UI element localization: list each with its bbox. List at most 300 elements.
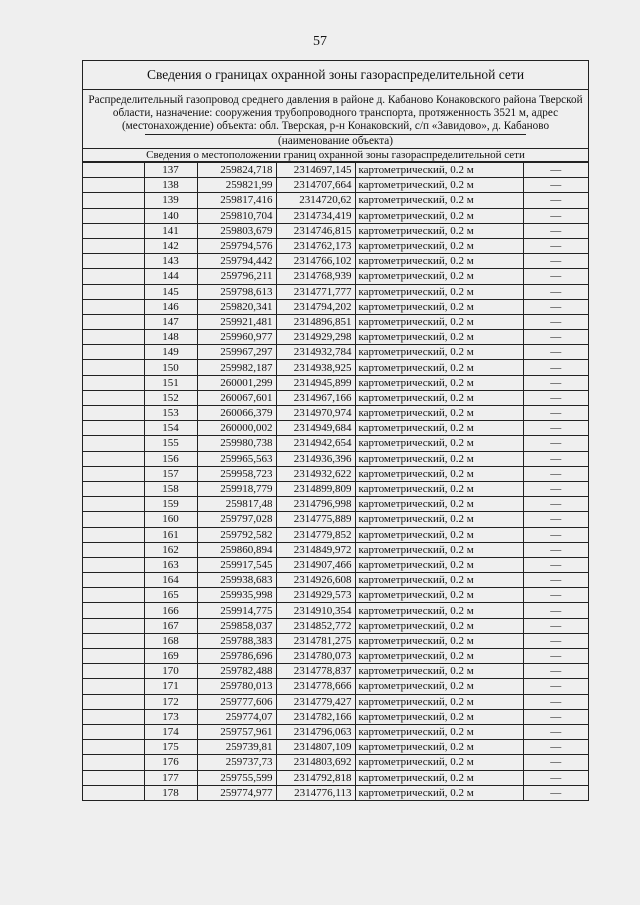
table-row [83, 633, 588, 648]
coordinate-y-cell: 2314697,145 [276, 163, 355, 178]
table-row [83, 481, 588, 496]
point-number-cell: 162 [144, 542, 197, 557]
point-number-cell: 166 [144, 603, 197, 618]
row-spacer-cell [83, 451, 144, 466]
coordinate-y-cell: 2314970,974 [276, 406, 355, 421]
note-cell: — [523, 527, 588, 542]
note-cell: — [523, 360, 588, 375]
coordinate-x-cell: 259917,545 [197, 557, 276, 572]
method-cell: картометрический, 0.2 м [355, 360, 523, 375]
row-spacer-cell [83, 193, 144, 208]
coordinate-y-cell: 2314929,298 [276, 330, 355, 345]
method-cell: картометрический, 0.2 м [355, 223, 523, 238]
coordinate-x-cell: 259935,998 [197, 588, 276, 603]
row-spacer-cell [83, 694, 144, 709]
row-spacer-cell [83, 740, 144, 755]
coordinate-y-cell: 2314907,466 [276, 557, 355, 572]
coordinates-table [83, 162, 588, 800]
coordinate-y-cell: 2314942,654 [276, 436, 355, 451]
coordinate-x-cell: 259794,442 [197, 254, 276, 269]
coordinate-x-cell: 259824,718 [197, 163, 276, 178]
table-row [83, 360, 588, 375]
note-cell: — [523, 557, 588, 572]
point-number-cell: 138 [144, 178, 197, 193]
method-cell: картометрический, 0.2 м [355, 679, 523, 694]
coordinate-y-cell: 2314794,202 [276, 299, 355, 314]
note-cell: — [523, 466, 588, 481]
method-cell: картометрический, 0.2 м [355, 208, 523, 223]
point-number-cell: 154 [144, 421, 197, 436]
form-title: Сведения о границах охранной зоны газораспределительной сети [83, 61, 588, 90]
coordinate-y-cell: 2314782,166 [276, 709, 355, 724]
page-number: 57 [313, 34, 327, 49]
row-spacer-cell [83, 785, 144, 800]
table-row [83, 557, 588, 572]
table-row [83, 223, 588, 238]
note-cell: — [523, 163, 588, 178]
note-cell: — [523, 694, 588, 709]
note-cell: — [523, 618, 588, 633]
table-row [83, 497, 588, 512]
method-cell: картометрический, 0.2 м [355, 390, 523, 405]
point-number-cell: 167 [144, 618, 197, 633]
coordinate-y-cell: 2314796,063 [276, 724, 355, 739]
coordinate-y-cell: 2314768,939 [276, 269, 355, 284]
table-row [83, 436, 588, 451]
point-number-cell: 173 [144, 709, 197, 724]
point-number-cell: 174 [144, 724, 197, 739]
method-cell: картометрический, 0.2 м [355, 254, 523, 269]
method-cell: картометрический, 0.2 м [355, 588, 523, 603]
method-cell: картометрический, 0.2 м [355, 269, 523, 284]
row-spacer-cell [83, 406, 144, 421]
coordinate-y-cell: 2314778,837 [276, 664, 355, 679]
coordinate-y-cell: 2314949,684 [276, 421, 355, 436]
coordinate-y-cell: 2314945,899 [276, 375, 355, 390]
coordinate-x-cell: 260000,002 [197, 421, 276, 436]
coordinate-y-cell: 2314762,173 [276, 238, 355, 253]
note-cell: — [523, 406, 588, 421]
method-cell: картометрический, 0.2 м [355, 421, 523, 436]
row-spacer-cell [83, 709, 144, 724]
table-row [83, 163, 588, 178]
coordinate-y-cell: 2314929,573 [276, 588, 355, 603]
table-row [83, 724, 588, 739]
row-spacer-cell [83, 603, 144, 618]
coordinate-y-cell: 2314967,166 [276, 390, 355, 405]
note-cell: — [523, 451, 588, 466]
note-cell: — [523, 345, 588, 360]
coordinate-x-cell: 259980,738 [197, 436, 276, 451]
coordinate-x-cell: 259780,013 [197, 679, 276, 694]
table-row [83, 603, 588, 618]
row-spacer-cell [83, 557, 144, 572]
method-cell: картометрический, 0.2 м [355, 314, 523, 329]
table-row [83, 709, 588, 724]
coordinate-x-cell: 259797,028 [197, 512, 276, 527]
note-cell: — [523, 512, 588, 527]
coordinates-table-body [83, 163, 588, 801]
point-number-cell: 168 [144, 633, 197, 648]
table-row [83, 330, 588, 345]
coordinate-y-cell: 2314778,666 [276, 679, 355, 694]
method-cell: картометрический, 0.2 м [355, 527, 523, 542]
method-cell: картометрический, 0.2 м [355, 694, 523, 709]
note-cell: — [523, 208, 588, 223]
note-cell: — [523, 573, 588, 588]
note-cell: — [523, 542, 588, 557]
coordinate-x-cell: 259858,037 [197, 618, 276, 633]
object-block [83, 90, 588, 149]
point-number-cell: 169 [144, 649, 197, 664]
method-cell: картометрический, 0.2 м [355, 724, 523, 739]
note-cell: — [523, 330, 588, 345]
method-cell: картометрический, 0.2 м [355, 542, 523, 557]
method-cell: картометрический, 0.2 м [355, 649, 523, 664]
coordinate-x-cell: 259967,297 [197, 345, 276, 360]
table-row [83, 527, 588, 542]
method-cell: картометрический, 0.2 м [355, 512, 523, 527]
note-cell: — [523, 299, 588, 314]
coordinate-y-cell: 2314775,889 [276, 512, 355, 527]
row-spacer-cell [83, 633, 144, 648]
point-number-cell: 150 [144, 360, 197, 375]
point-number-cell: 171 [144, 679, 197, 694]
note-cell: — [523, 223, 588, 238]
row-spacer-cell [83, 178, 144, 193]
table-row [83, 588, 588, 603]
method-cell: картометрический, 0.2 м [355, 193, 523, 208]
section-title: Сведения о местоположении границ охранной зоны газораспределительной сети [83, 149, 588, 162]
row-spacer-cell [83, 436, 144, 451]
coordinate-x-cell: 260066,379 [197, 406, 276, 421]
row-spacer-cell [83, 542, 144, 557]
table-row [83, 299, 588, 314]
table-row [83, 269, 588, 284]
row-spacer-cell [83, 527, 144, 542]
method-cell: картометрический, 0.2 м [355, 451, 523, 466]
note-cell: — [523, 436, 588, 451]
row-spacer-cell [83, 208, 144, 223]
point-number-cell: 141 [144, 223, 197, 238]
table-row [83, 284, 588, 299]
row-spacer-cell [83, 390, 144, 405]
coordinate-x-cell: 259817,48 [197, 497, 276, 512]
table-row [83, 664, 588, 679]
coordinate-x-cell: 259965,563 [197, 451, 276, 466]
point-number-cell: 155 [144, 436, 197, 451]
method-cell: картометрический, 0.2 м [355, 557, 523, 572]
coordinate-y-cell: 2314779,852 [276, 527, 355, 542]
coordinate-x-cell: 259794,576 [197, 238, 276, 253]
row-spacer-cell [83, 466, 144, 481]
coordinate-y-cell: 2314852,772 [276, 618, 355, 633]
note-cell: — [523, 785, 588, 800]
point-number-cell: 145 [144, 284, 197, 299]
row-spacer-cell [83, 770, 144, 785]
point-number-cell: 172 [144, 694, 197, 709]
coordinate-x-cell: 259755,599 [197, 770, 276, 785]
note-cell: — [523, 421, 588, 436]
method-cell: картометрический, 0.2 м [355, 345, 523, 360]
row-spacer-cell [83, 330, 144, 345]
point-number-cell: 163 [144, 557, 197, 572]
row-spacer-cell [83, 223, 144, 238]
coordinate-x-cell: 259788,383 [197, 633, 276, 648]
row-spacer-cell [83, 421, 144, 436]
row-spacer-cell [83, 284, 144, 299]
method-cell: картометрический, 0.2 м [355, 573, 523, 588]
coordinate-x-cell: 259774,07 [197, 709, 276, 724]
row-spacer-cell [83, 679, 144, 694]
note-cell: — [523, 254, 588, 269]
coordinate-x-cell: 259774,977 [197, 785, 276, 800]
row-spacer-cell [83, 269, 144, 284]
table-row [83, 679, 588, 694]
table-row [83, 542, 588, 557]
method-cell: картометрический, 0.2 м [355, 603, 523, 618]
method-cell: картометрический, 0.2 м [355, 436, 523, 451]
coordinate-y-cell: 2314910,354 [276, 603, 355, 618]
point-number-cell: 178 [144, 785, 197, 800]
coordinate-y-cell: 2314938,925 [276, 360, 355, 375]
method-cell: картометрический, 0.2 м [355, 406, 523, 421]
table-row [83, 770, 588, 785]
point-number-cell: 137 [144, 163, 197, 178]
table-row [83, 178, 588, 193]
table-row [83, 649, 588, 664]
note-cell: — [523, 375, 588, 390]
coordinate-y-cell: 2314780,073 [276, 649, 355, 664]
table-row [83, 390, 588, 405]
coordinate-y-cell: 2314803,692 [276, 755, 355, 770]
row-spacer-cell [83, 314, 144, 329]
coordinate-y-cell: 2314771,777 [276, 284, 355, 299]
note-cell: — [523, 724, 588, 739]
table-row [83, 208, 588, 223]
table-row [83, 193, 588, 208]
method-cell: картометрический, 0.2 м [355, 299, 523, 314]
coordinate-x-cell: 260001,299 [197, 375, 276, 390]
note-cell: — [523, 269, 588, 284]
object-description: Распределительный газопровод среднего давления в районе д. Кабаново Конаковского района Тверской области, назначение: сооружения трубопроводного транспорта, протяженность 3521 м, адрес (местонахождение) объекта: обл. Тверская, р-н Конаковский, с/п «Завидово», д. Кабаново [88, 94, 583, 132]
coordinate-x-cell: 259982,187 [197, 360, 276, 375]
method-cell: картометрический, 0.2 м [355, 770, 523, 785]
coordinate-x-cell: 259820,341 [197, 299, 276, 314]
row-spacer-cell [83, 755, 144, 770]
table-row [83, 238, 588, 253]
table-row [83, 466, 588, 481]
object-caption: (наименование объекта) [145, 134, 526, 148]
coordinate-x-cell: 259921,481 [197, 314, 276, 329]
method-cell: картометрический, 0.2 м [355, 375, 523, 390]
point-number-cell: 159 [144, 497, 197, 512]
method-cell: картометрический, 0.2 м [355, 740, 523, 755]
point-number-cell: 157 [144, 466, 197, 481]
point-number-cell: 176 [144, 755, 197, 770]
point-number-cell: 151 [144, 375, 197, 390]
point-number-cell: 144 [144, 269, 197, 284]
coordinate-x-cell: 259918,779 [197, 481, 276, 496]
coordinate-x-cell: 259792,582 [197, 527, 276, 542]
row-spacer-cell [83, 664, 144, 679]
note-cell: — [523, 755, 588, 770]
row-spacer-cell [83, 649, 144, 664]
row-spacer-cell [83, 618, 144, 633]
coordinate-y-cell: 2314776,113 [276, 785, 355, 800]
row-spacer-cell [83, 375, 144, 390]
coordinate-y-cell: 2314932,784 [276, 345, 355, 360]
table-row [83, 314, 588, 329]
method-cell: картометрический, 0.2 м [355, 497, 523, 512]
note-cell: — [523, 664, 588, 679]
method-cell: картометрический, 0.2 м [355, 664, 523, 679]
note-cell: — [523, 633, 588, 648]
method-cell: картометрический, 0.2 м [355, 481, 523, 496]
coordinate-x-cell: 259777,606 [197, 694, 276, 709]
coordinate-x-cell: 259803,679 [197, 223, 276, 238]
row-spacer-cell [83, 588, 144, 603]
coordinate-y-cell: 2314932,622 [276, 466, 355, 481]
coordinate-y-cell: 2314807,109 [276, 740, 355, 755]
table-row [83, 694, 588, 709]
row-spacer-cell [83, 573, 144, 588]
note-cell: — [523, 679, 588, 694]
point-number-cell: 139 [144, 193, 197, 208]
point-number-cell: 148 [144, 330, 197, 345]
coordinate-y-cell: 2314781,275 [276, 633, 355, 648]
coordinate-x-cell: 259914,775 [197, 603, 276, 618]
note-cell: — [523, 390, 588, 405]
coordinate-x-cell: 259782,488 [197, 664, 276, 679]
row-spacer-cell [83, 254, 144, 269]
method-cell: картометрический, 0.2 м [355, 755, 523, 770]
note-cell: — [523, 497, 588, 512]
point-number-cell: 146 [144, 299, 197, 314]
note-cell: — [523, 588, 588, 603]
table-row [83, 512, 588, 527]
point-number-cell: 152 [144, 390, 197, 405]
table-row [83, 740, 588, 755]
point-number-cell: 149 [144, 345, 197, 360]
row-spacer-cell [83, 238, 144, 253]
note-cell: — [523, 178, 588, 193]
method-cell: картометрический, 0.2 м [355, 238, 523, 253]
zone-boundary-form [82, 60, 589, 801]
coordinate-y-cell: 2314899,809 [276, 481, 355, 496]
point-number-cell: 147 [144, 314, 197, 329]
note-cell: — [523, 284, 588, 299]
coordinate-x-cell: 259757,961 [197, 724, 276, 739]
note-cell: — [523, 649, 588, 664]
coordinate-y-cell: 2314796,998 [276, 497, 355, 512]
row-spacer-cell [83, 345, 144, 360]
coordinate-x-cell: 259938,683 [197, 573, 276, 588]
method-cell: картометрический, 0.2 м [355, 633, 523, 648]
coordinate-y-cell: 2314896,851 [276, 314, 355, 329]
row-spacer-cell [83, 512, 144, 527]
note-cell: — [523, 314, 588, 329]
row-spacer-cell [83, 163, 144, 178]
coordinate-y-cell: 2314792,818 [276, 770, 355, 785]
row-spacer-cell [83, 299, 144, 314]
table-row [83, 618, 588, 633]
table-row [83, 451, 588, 466]
table-row [83, 406, 588, 421]
point-number-cell: 142 [144, 238, 197, 253]
point-number-cell: 161 [144, 527, 197, 542]
coordinate-y-cell: 2314926,608 [276, 573, 355, 588]
method-cell: картометрический, 0.2 м [355, 284, 523, 299]
point-number-cell: 165 [144, 588, 197, 603]
point-number-cell: 156 [144, 451, 197, 466]
point-number-cell: 153 [144, 406, 197, 421]
method-cell: картометрический, 0.2 м [355, 618, 523, 633]
coordinate-x-cell: 259798,613 [197, 284, 276, 299]
point-number-cell: 175 [144, 740, 197, 755]
coordinate-y-cell: 2314766,102 [276, 254, 355, 269]
coordinate-y-cell: 2314707,664 [276, 178, 355, 193]
method-cell: картометрический, 0.2 м [355, 163, 523, 178]
coordinate-y-cell: 2314779,427 [276, 694, 355, 709]
coordinate-x-cell: 259796,211 [197, 269, 276, 284]
coordinate-x-cell: 259786,696 [197, 649, 276, 664]
point-number-cell: 140 [144, 208, 197, 223]
coordinate-x-cell: 259821,99 [197, 178, 276, 193]
coordinate-x-cell: 259737,73 [197, 755, 276, 770]
note-cell: — [523, 770, 588, 785]
table-row [83, 785, 588, 800]
note-cell: — [523, 709, 588, 724]
coordinate-x-cell: 259960,977 [197, 330, 276, 345]
coordinate-x-cell: 260067,601 [197, 390, 276, 405]
method-cell: картометрический, 0.2 м [355, 178, 523, 193]
row-spacer-cell [83, 360, 144, 375]
row-spacer-cell [83, 724, 144, 739]
point-number-cell: 143 [144, 254, 197, 269]
method-cell: картометрический, 0.2 м [355, 330, 523, 345]
coordinate-y-cell: 2314849,972 [276, 542, 355, 557]
note-cell: — [523, 193, 588, 208]
coordinate-y-cell: 2314734,419 [276, 208, 355, 223]
point-number-cell: 177 [144, 770, 197, 785]
table-row [83, 375, 588, 390]
coordinate-y-cell: 2314936,396 [276, 451, 355, 466]
method-cell: картометрический, 0.2 м [355, 466, 523, 481]
method-cell: картометрический, 0.2 м [355, 709, 523, 724]
note-cell: — [523, 481, 588, 496]
table-row [83, 345, 588, 360]
note-cell: — [523, 238, 588, 253]
coordinate-x-cell: 259817,416 [197, 193, 276, 208]
coordinate-x-cell: 259739,81 [197, 740, 276, 755]
point-number-cell: 170 [144, 664, 197, 679]
coordinate-x-cell: 259810,704 [197, 208, 276, 223]
note-cell: — [523, 740, 588, 755]
table-row [83, 755, 588, 770]
method-cell: картометрический, 0.2 м [355, 785, 523, 800]
coordinate-x-cell: 259958,723 [197, 466, 276, 481]
coordinate-y-cell: 2314746,815 [276, 223, 355, 238]
point-number-cell: 158 [144, 481, 197, 496]
table-row [83, 421, 588, 436]
coordinate-y-cell: 2314720,62 [276, 193, 355, 208]
point-number-cell: 164 [144, 573, 197, 588]
coordinate-x-cell: 259860,894 [197, 542, 276, 557]
row-spacer-cell [83, 497, 144, 512]
point-number-cell: 160 [144, 512, 197, 527]
note-cell: — [523, 603, 588, 618]
